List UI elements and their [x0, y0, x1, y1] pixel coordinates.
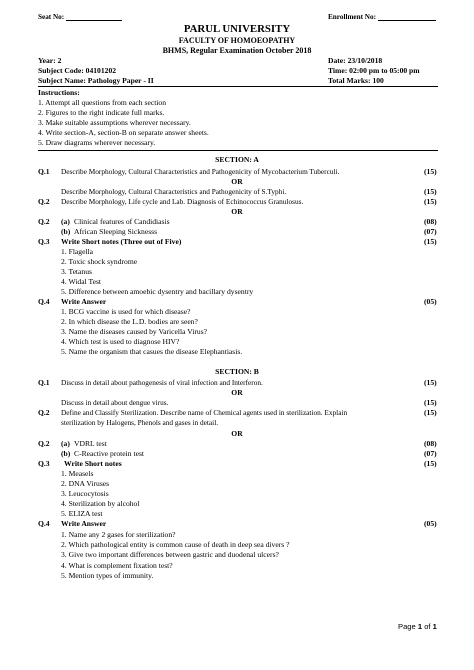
exam-title: BHMS, Regular Examination October 2018 [162, 46, 312, 55]
question-number: Q.1 [38, 378, 50, 387]
question-marks: (05) [424, 297, 437, 306]
question-title: Write Answer [61, 297, 107, 306]
list-item: 5. Mention types of immunity. [61, 571, 154, 580]
list-item: 3. Name the diseases caused by Varicella Virus? [61, 327, 208, 336]
section-b-title: SECTION: B [215, 367, 259, 376]
question-marks: (15) [424, 398, 437, 407]
instructions-divider [38, 150, 438, 151]
instruction-item: 3. Make suitable assumptions wherever necessary. [38, 118, 191, 127]
question-marks: (05) [424, 519, 437, 528]
enrollment-no-blank [378, 14, 436, 21]
list-item: 1. BCG vaccine is used for which disease? [61, 307, 191, 316]
question-marks: (07) [424, 227, 437, 236]
instructions-title: Instructions: [38, 88, 80, 97]
question-title: Write Answer [61, 519, 107, 528]
question-number: Q.1 [38, 167, 50, 176]
sub-question-label: (a) [61, 439, 70, 448]
question-marks: (15) [424, 237, 437, 246]
question-text: sterilization by Halogens, Phenols and gases in detail. [61, 418, 219, 427]
question-text: C-Reactive protein test [74, 449, 145, 458]
list-item: 2. Toxic shock syndrome [61, 257, 138, 266]
or-separator: OR [231, 429, 243, 438]
header-divider [38, 86, 438, 87]
question-marks: (15) [424, 187, 437, 196]
seat-label: Seat No: [38, 13, 65, 21]
list-item: 2. Which pathological entity is common cause of death in deep sea divers ? [61, 540, 290, 549]
instruction-item: 4. Write section-A, section-B on separate answer sheets. [38, 128, 209, 137]
question-marks: (15) [424, 167, 437, 176]
list-item: 4. Widal Test [61, 277, 102, 286]
list-item: 3. Tetanus [61, 267, 92, 276]
question-number: Q.3 [38, 459, 50, 468]
page-number: 1 [417, 622, 423, 631]
question-text: Describe Morphology, Life cycle and Lab. Diagnosis of Echinococcus Granulosus. [61, 197, 304, 206]
question-marks: (15) [424, 378, 437, 387]
list-item: 3. Leucocytosis [61, 489, 109, 498]
list-item: 2. In which disease the L.D. bodies are seen? [61, 317, 198, 326]
page-label: Page [398, 622, 418, 631]
list-item: 1. Flagella [61, 247, 94, 256]
seat-no-blank [66, 14, 122, 21]
question-marks: (08) [424, 439, 437, 448]
question-text: Define and Classify Sterilization. Describe name of Chemical agents used in sterilization. Explain [61, 408, 348, 417]
question-title: Write Short notes [64, 459, 122, 468]
sub-question-label: (b) [61, 227, 71, 236]
question-text: African Sleeping Sicknesss [74, 227, 158, 236]
sub-question-label: (a) [61, 217, 70, 226]
question-number: Q.2 [38, 217, 50, 226]
question-marks: (15) [424, 459, 437, 468]
or-separator: OR [231, 177, 243, 186]
question-number: Q.3 [38, 237, 50, 246]
list-item: 1. Name any 2 gases for sterilization? [61, 530, 176, 539]
section-a-title: SECTION: A [215, 155, 259, 164]
question-text: Discuss in detail about dengue virus. [61, 398, 169, 407]
time-label: Time: 02:00 pm to 05:00 pm [328, 66, 420, 75]
list-item: 4. Which test is used to diagnose HIV? [61, 337, 180, 346]
question-text: Clinical features of Candidiasis [74, 217, 170, 226]
question-marks: (08) [424, 217, 437, 226]
list-item: 5. ELIZA test [61, 509, 103, 518]
question-number: Q.2 [38, 439, 50, 448]
list-item: 4. Sterilization by alcohol [61, 499, 140, 508]
or-separator: OR [231, 388, 243, 397]
seat-no-label [38, 13, 122, 21]
question-text: VDRL test [74, 439, 107, 448]
sub-question-label: (b) [61, 449, 71, 458]
date-label: Date: 23/10/2018 [328, 56, 383, 65]
year-label: Year: 2 [38, 56, 62, 65]
question-marks: (07) [424, 449, 437, 458]
instruction-item: 5. Draw diagrams wherever necessary. [38, 138, 156, 147]
list-item: 5. Difference between amoebic dysentry and bacillary dysentry [61, 287, 254, 296]
enrollment-no-label [328, 13, 436, 21]
question-text: Describe Morphology, Cultural Characteristics and Pathogenicity of S.Typhi. [61, 187, 287, 196]
question-text: Discuss in detail about pathogenesis of viral infection and Interferon. [61, 378, 263, 387]
list-item: 5. Name the organism that casues the disease Elephantiasis. [61, 347, 243, 356]
list-item: 2. DNA Viruses [61, 479, 110, 488]
question-number: Q.2 [38, 408, 50, 417]
page-total: 1 [432, 622, 437, 631]
university-name: PARUL UNIVERSITY [183, 23, 291, 35]
question-title: Write Short notes (Three out of Five) [61, 237, 182, 246]
list-item: 4. What is complement fixation test? [61, 561, 173, 570]
question-number: Q.4 [38, 297, 50, 306]
instruction-item: 1. Attempt all questions from each section [38, 98, 167, 107]
page-indicator [398, 622, 437, 631]
question-marks: (15) [424, 197, 437, 206]
question-number: Q.4 [38, 519, 50, 528]
question-text: Describe Morphology, Cultural Characteristics and Pathogenicity of Mycobacterium Tuberculi. [61, 167, 340, 176]
page-of-label: of [422, 622, 433, 631]
subject-name-label: Subject Name: Pathology Paper - II [38, 76, 154, 85]
or-separator: OR [231, 207, 243, 216]
instruction-item: 2. Figures to the right indicate full marks. [38, 108, 165, 117]
subject-code-label: Subject Code: 04101202 [38, 66, 117, 75]
question-number: Q.2 [38, 197, 50, 206]
question-marks: (15) [424, 408, 437, 417]
enroll-label: Enrollment No: [328, 13, 376, 21]
faculty-name: FACULTY OF HOMOEOPATHY [178, 36, 296, 45]
list-item: 3. Give two important differences between gastric and duodenal ulcers? [61, 550, 279, 559]
list-item: 1. Measels [61, 469, 94, 478]
total-marks-label: Total Marks: 100 [328, 76, 384, 85]
